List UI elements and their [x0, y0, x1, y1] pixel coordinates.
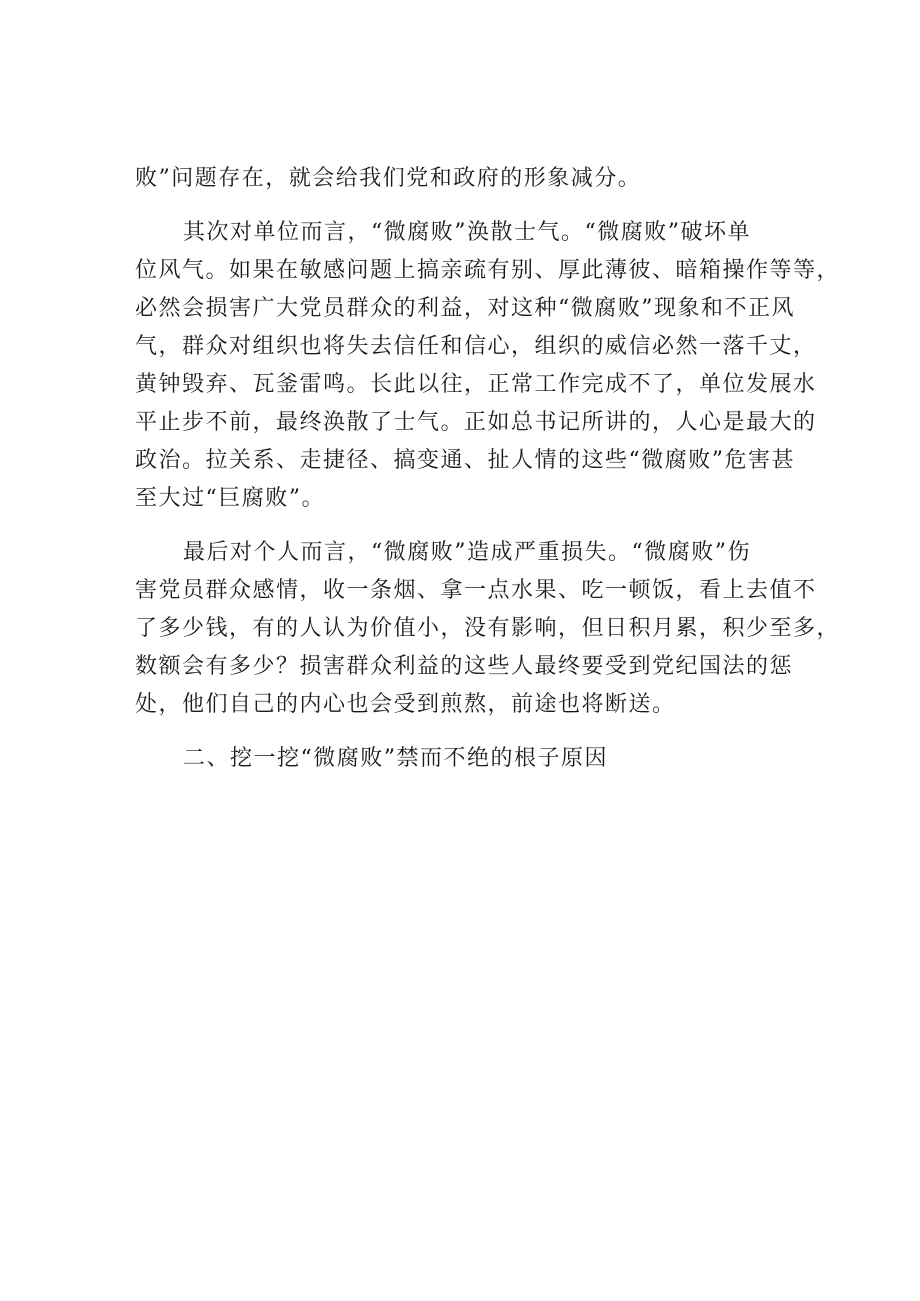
text-line: 位风气。如果在敏感问题上搞亲疏有别、厚此薄彼、暗箱操作等等，: [135, 258, 841, 283]
section-heading-text: 二、挖一挖“微腐败”禁而不绝的根子原因: [183, 746, 608, 771]
text-line: 数额会有多少？损害群众利益的这些人最终要受到党纪国法的惩: [135, 654, 794, 679]
text-line: 其次对单位而言，“微腐败”涣散士气。“微腐败”破坏单: [183, 220, 751, 245]
text-line: 平止步不前，最终涣散了士气。正如总书记所讲的，人心是最大的: [135, 410, 817, 435]
text-line: 害党员群众感情，收一条烟、拿一点水果、吃一顿饭，看上去值不: [135, 578, 817, 603]
text-line: 处，他们自己的内心也会受到煎熬，前途也将断送。: [135, 692, 676, 717]
text-line: 政治。拉关系、走捷径、搞变通、扯人情的这些“微腐败”危害甚: [135, 448, 795, 473]
text-line: 黄钟毁弃、瓦釜雷鸣。长此以往，正常工作完成不了，单位发展水: [135, 372, 817, 397]
text-line: 必然会损害广大党员群众的利益，对这种“微腐败”现象和不正风: [135, 296, 795, 321]
paragraph-individual-impact: [135, 534, 841, 724]
paragraph-unit-impact: [135, 214, 841, 518]
text-line: 气，群众对组织也将失去信任和信心，组织的威信必然一落千丈，: [135, 334, 817, 359]
document-body: [135, 160, 841, 794]
section-heading: [135, 740, 807, 778]
text-line: 败”问题存在，就会给我们党和政府的形象减分。: [135, 166, 642, 191]
text-line: 至大过“巨腐败”。: [135, 486, 325, 511]
text-line: 了多少钱，有的人认为价值小，没有影响，但日积月累，积少至多，: [135, 616, 841, 641]
paragraph-continuation: [135, 160, 807, 198]
text-line: 最后对个人而言，“微腐败”造成严重损失。“微腐败”伤: [183, 540, 751, 565]
